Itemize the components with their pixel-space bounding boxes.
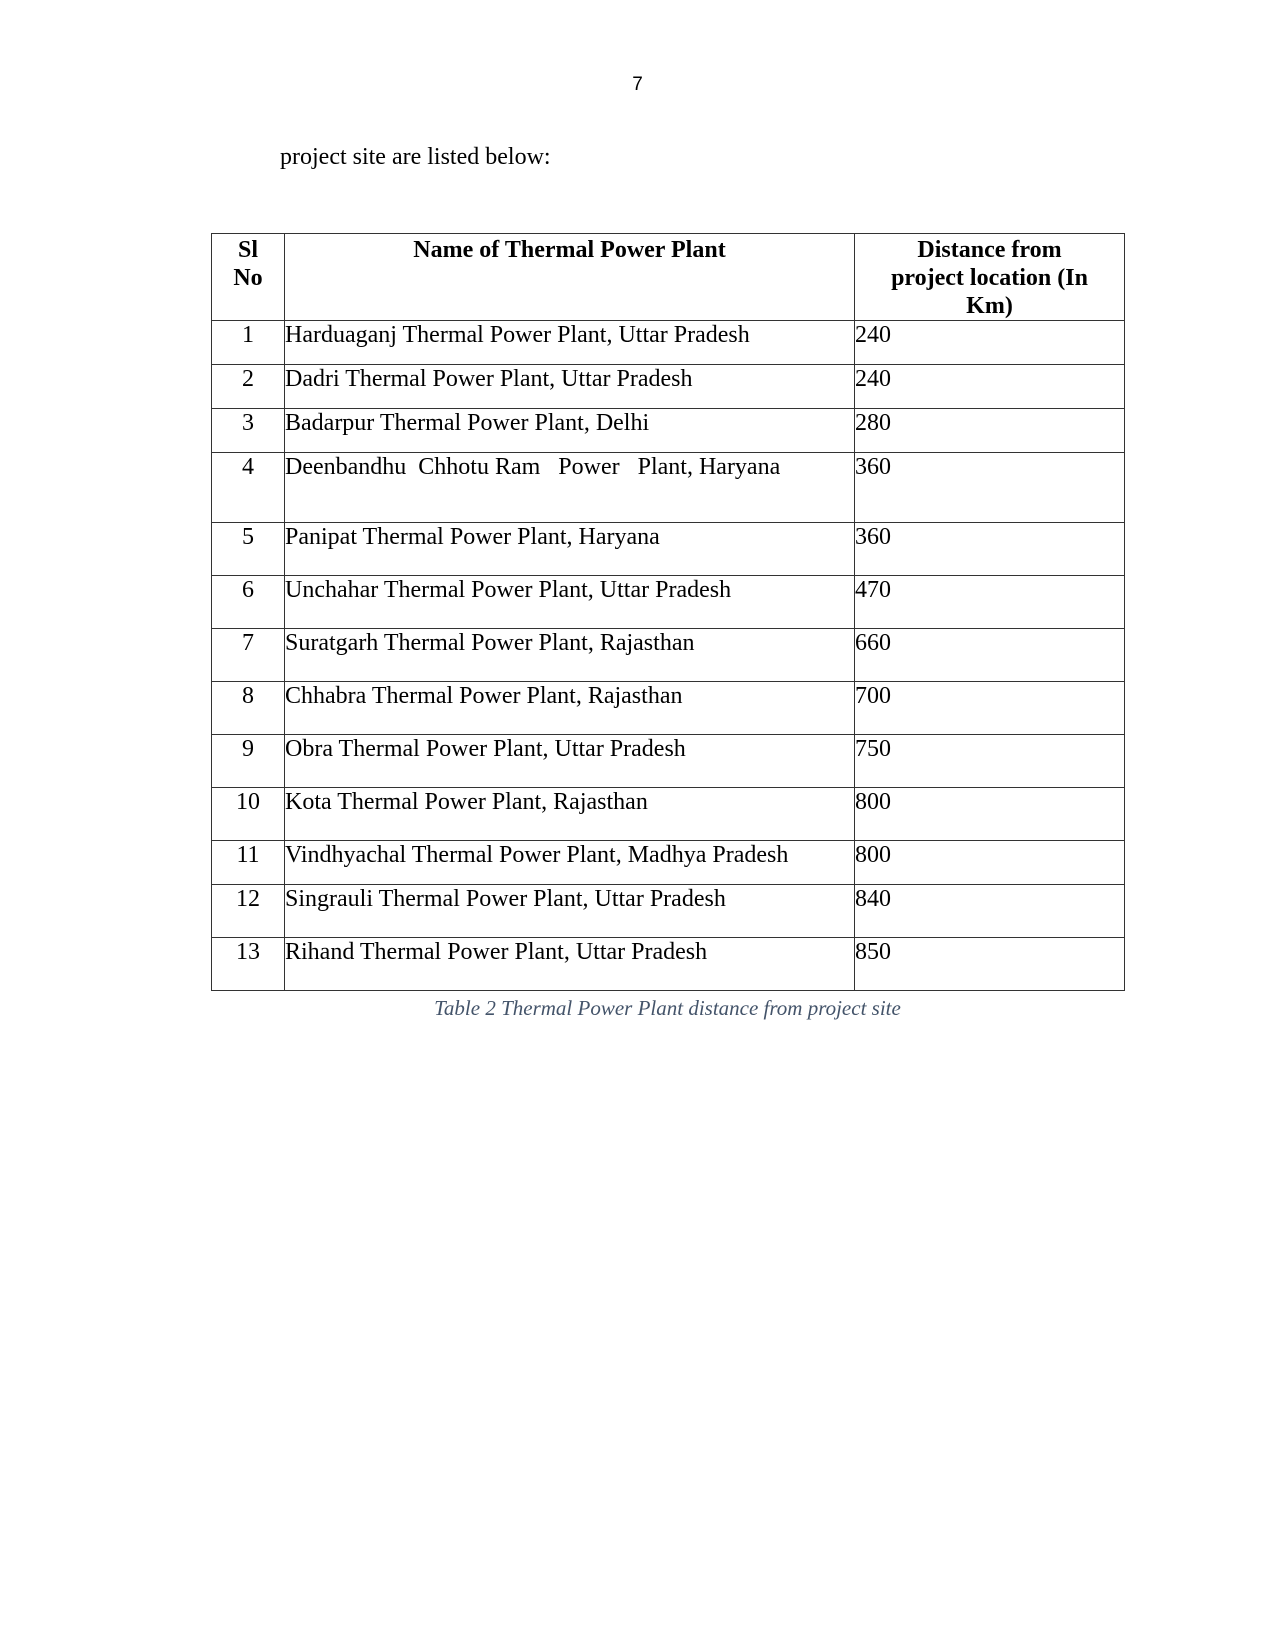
table-row [212, 409, 1125, 453]
plant-name-cell: Singrauli Thermal Power Plant, Uttar Pradesh [285, 885, 855, 938]
intro-text: project site are listed below: [280, 144, 551, 170]
distance-cell: 360 [855, 523, 1125, 576]
sl-cell: 1 [212, 321, 285, 365]
plant-name-cell: Badarpur Thermal Power Plant, Delhi [285, 409, 855, 453]
distance-cell: 700 [855, 682, 1125, 735]
sl-cell: 2 [212, 365, 285, 409]
plant-name-cell: Panipat Thermal Power Plant, Haryana [285, 523, 855, 576]
sl-cell: 10 [212, 788, 285, 841]
thermal-power-plant-table [211, 233, 1125, 991]
distance-cell: 660 [855, 629, 1125, 682]
table-row [212, 453, 1125, 523]
sl-cell: 3 [212, 409, 285, 453]
table-row [212, 523, 1125, 576]
table-row [212, 885, 1125, 938]
header-distance: Distance from project location (In Km) [855, 234, 1125, 321]
plant-name-cell: Chhabra Thermal Power Plant, Rajasthan [285, 682, 855, 735]
plant-name-cell: Deenbandhu Chhotu Ram Power Plant, Haryana [285, 453, 855, 523]
plant-name-cell: Dadri Thermal Power Plant, Uttar Pradesh [285, 365, 855, 409]
plant-name-cell: Suratgarh Thermal Power Plant, Rajasthan [285, 629, 855, 682]
sl-cell: 9 [212, 735, 285, 788]
distance-cell: 850 [855, 938, 1125, 991]
page-number: 7 [632, 74, 643, 95]
plant-name-cell: Obra Thermal Power Plant, Uttar Pradesh [285, 735, 855, 788]
sl-cell: 12 [212, 885, 285, 938]
sl-cell: 11 [212, 841, 285, 885]
table-header-row [212, 234, 1125, 321]
table-row [212, 365, 1125, 409]
header-sl-no: Sl No [212, 234, 285, 321]
table-row [212, 735, 1125, 788]
table-row [212, 938, 1125, 991]
table-row [212, 321, 1125, 365]
plant-name-cell: Vindhyachal Thermal Power Plant, Madhya Pradesh [285, 841, 855, 885]
plant-name-cell: Unchahar Thermal Power Plant, Uttar Pradesh [285, 576, 855, 629]
plant-name-cell: Rihand Thermal Power Plant, Uttar Pradesh [285, 938, 855, 991]
sl-cell: 7 [212, 629, 285, 682]
distance-cell: 800 [855, 788, 1125, 841]
distance-cell: 240 [855, 365, 1125, 409]
sl-cell: 13 [212, 938, 285, 991]
sl-cell: 8 [212, 682, 285, 735]
distance-cell: 800 [855, 841, 1125, 885]
sl-cell: 4 [212, 453, 285, 523]
distance-cell: 840 [855, 885, 1125, 938]
table-row [212, 841, 1125, 885]
plant-name-cell: Kota Thermal Power Plant, Rajasthan [285, 788, 855, 841]
sl-cell: 6 [212, 576, 285, 629]
distance-cell: 750 [855, 735, 1125, 788]
distance-cell: 240 [855, 321, 1125, 365]
distance-cell: 470 [855, 576, 1125, 629]
table-row [212, 682, 1125, 735]
table-row [212, 576, 1125, 629]
header-plant-name: Name of Thermal Power Plant [285, 234, 855, 321]
sl-cell: 5 [212, 523, 285, 576]
plant-name-cell: Harduaganj Thermal Power Plant, Uttar Pradesh [285, 321, 855, 365]
table-row [212, 788, 1125, 841]
distance-cell: 360 [855, 453, 1125, 523]
table-row [212, 629, 1125, 682]
distance-cell: 280 [855, 409, 1125, 453]
table-caption: Table 2 Thermal Power Plant distance from project site [434, 996, 901, 1020]
